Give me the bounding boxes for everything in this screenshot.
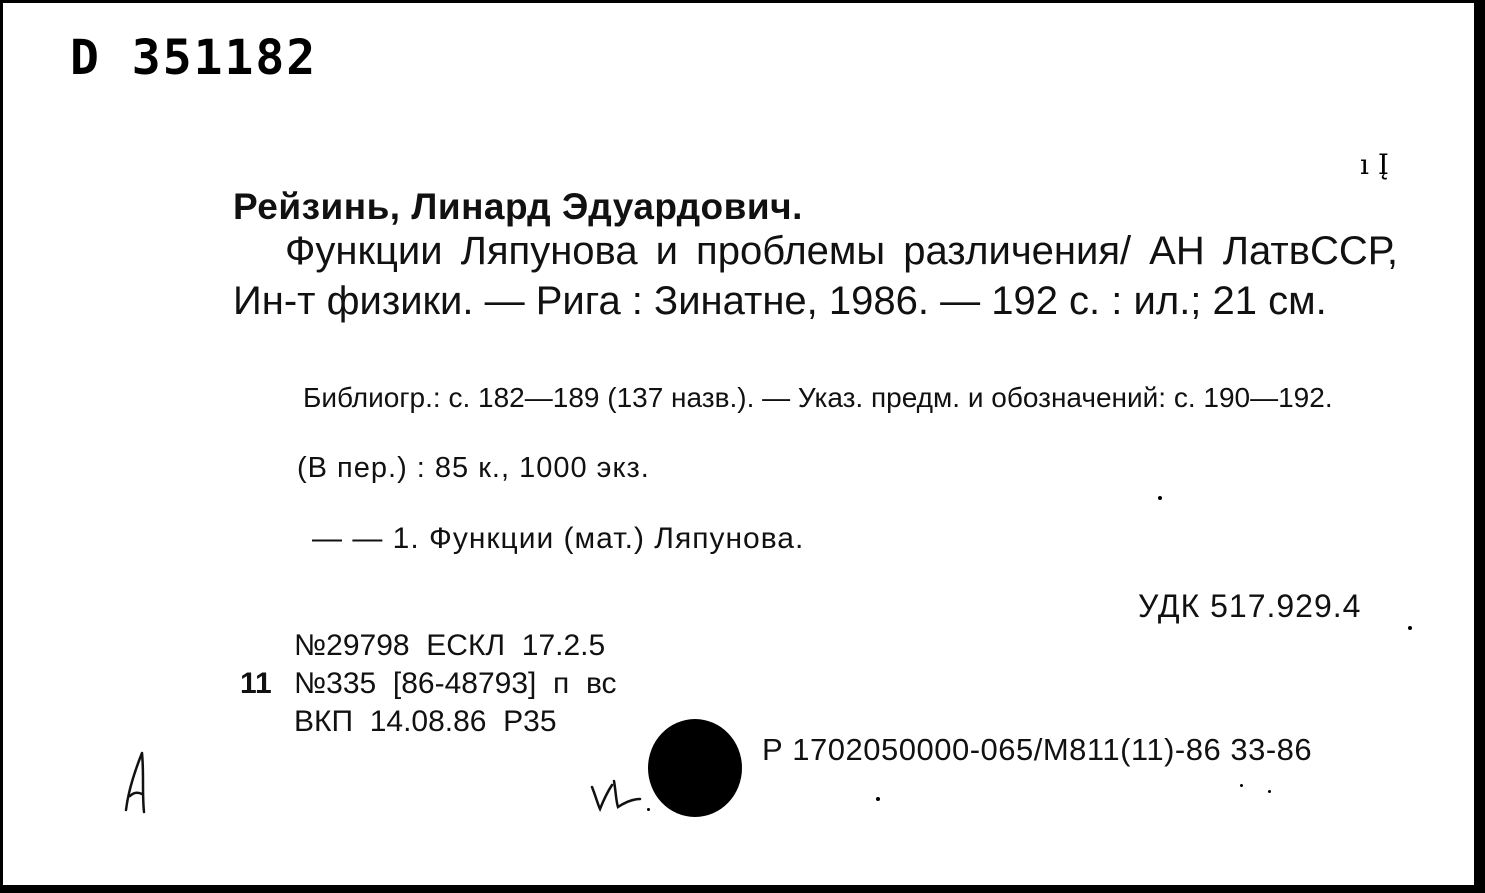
- udk-classification: УДК 517.929.4: [1138, 588, 1362, 624]
- registration-copy-number: 11: [240, 667, 272, 700]
- subject-heading: — — 1. Функции (мат.) Ляпунова.: [312, 522, 805, 555]
- punch-hole: [648, 719, 742, 817]
- card-border-left: [0, 0, 3, 893]
- speck: [1158, 496, 1162, 500]
- speck: [1240, 784, 1243, 787]
- card-border-top: [0, 0, 1485, 3]
- registration-line-2: 11 №335 [86-48793] п вс: [240, 665, 617, 703]
- registration-line-1: №29798 ЕСКЛ 17.2.5: [294, 629, 606, 662]
- speck: [876, 797, 880, 801]
- card-border-right: [1474, 0, 1485, 893]
- inventory-stamp: D 351182: [70, 30, 318, 86]
- bibliography-note: Библиогр.: с. 182—189 (137 назв.). — Указ. предм. и обозначений: с. 190—192.: [303, 382, 1333, 413]
- speck: [647, 808, 650, 811]
- speck: [1408, 626, 1412, 630]
- speck: [1268, 790, 1271, 793]
- title-statement: Функции Ляпунова и проблемы различения/ АН ЛатвССР, Ин-т физики. — Рига : Зинатне, 1986. — 192 с. : ил.; 21 см.: [233, 229, 1398, 323]
- registration-line-3: ВКП 14.08.86 Р35: [294, 705, 557, 738]
- handwritten-mark-icon: [120, 748, 160, 818]
- registration-block: [240, 627, 617, 741]
- order-code: Р 1702050000-065/М811(11)-86 33-86: [762, 732, 1313, 767]
- card-border-bottom: [0, 885, 1485, 893]
- author-heading: Рейзинь, Линард Эдуардович.: [233, 186, 803, 227]
- corner-mark: ı Į: [1360, 148, 1389, 181]
- handwritten-initials-icon: [588, 775, 650, 815]
- price-note: (В пер.) : 85 к., 1000 экз.: [297, 452, 650, 484]
